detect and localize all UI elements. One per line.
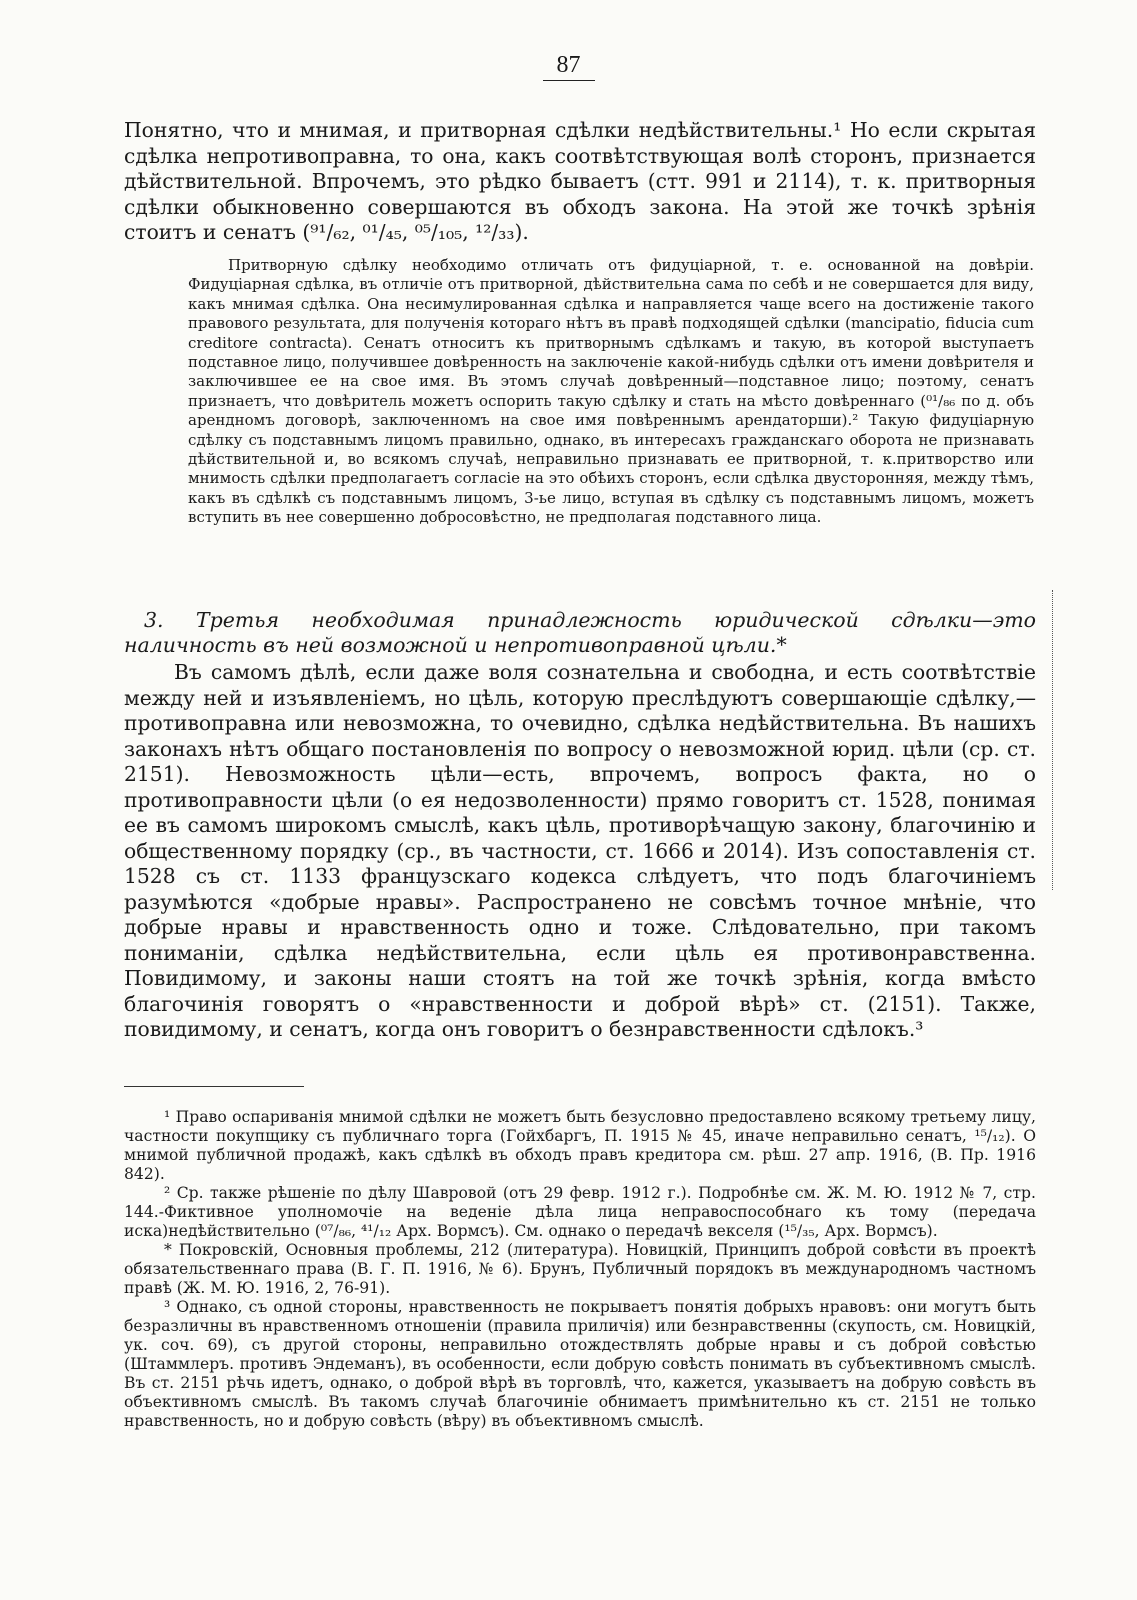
- footnote-3: ³ Однако, съ одной стороны, нравственность не покрываетъ понятія добрыхъ нравовъ: они могутъ быть безразличны въ нравственномъ отношеніи (правила приличія) или безнравственны (скупость, см. Новицкій, ук. соч. 69), съ другой стороны, неправильно отождествлять добрые нравы и съ доброй совѣстью (Штаммлеръ. противъ Эндеманъ), въ особенности, если добрую совѣсть понимать въ субъективномъ смыслѣ. Въ ст. 2151 рѣчь идетъ, однако, о доброй вѣрѣ въ торговлѣ, что, кажется, указываетъ на добрую совѣсть въ объективномъ смыслѣ. Въ такомъ случаѣ благочиніе обнимаетъ примѣнительно къ ст. 2151 не только нравственность, но и добрую совѣсть (вѣру) въ объективномъ смыслѣ.: [124, 1298, 1036, 1430]
- margin-pencil-mark: [1052, 590, 1055, 890]
- section-heading: [124, 608, 1036, 658]
- main-paragraph-2: [124, 660, 1036, 1043]
- note-paragraph: [188, 256, 1034, 528]
- footnote-2: ² Ср. также рѣшеніе по дѣлу Шавровой (отъ 29 февр. 1912 г.). Подробнѣе см. Ж. М. Ю. 1912 № 7, стр. 144.-Фиктивное уполномочіе на веденіе дѣла лица неправоспособнаго къ тому (передача иска)недѣйствительно (⁰⁷/₈₆, ⁴¹/₁₂ Арх. Вормсъ). См. однако о передачѣ векселя (¹⁵/₃₅, Арх. Вормсъ).: [124, 1184, 1036, 1240]
- footnote-1: ¹ Право оспариванія мнимой сдѣлки не можетъ быть безусловно предоставлено всякому третьему лицу, частности покупщику съ публичнаго торга (Гойхбаргъ, П. 1915 № 45, иначе неправильно сенатъ, ¹⁵/₁₂). О мнимой публичной продажѣ, какъ сдѣлкѣ въ обходъ правъ кредитора см. рѣш. 27 апр. 1916, (В. Пр. 1916 842).: [124, 1108, 1036, 1183]
- note-text: Притворную сдѣлку необходимо отличать отъ фидуціарной, т. е. основанной на довѣріи. Фидуціарная сдѣлка, въ отличіе отъ притворной, дѣйствительна сама по себѣ и не совершается для виду, какъ мнимая сдѣлка. Она несимулированная сдѣлка и направляется чаще всего на достиженіе такого правового результата, для полученія котораго нѣтъ въ правѣ подходящей сдѣлки (mancipatio, fiducia cum creditore contracta). Сенатъ относитъ къ притворнымъ сдѣлкамъ и такую, въ которой выступаетъ подставное лицо, получившее довѣренность на заключеніе какой-нибудь сдѣлки отъ имени довѣрителя и заключившее ее на свое имя. Въ этомъ случаѣ довѣренный—подставное лицо; поэтому, сенатъ признаетъ, что довѣритель можетъ оспорить такую сдѣлку и стать на мѣсто довѣреннаго (⁰¹/₈₆ по д. объ арендномъ договорѣ, заключенномъ на свое имя повѣреннымъ арендаторши).² Такую фидуціарную сдѣлку съ подставнымъ лицомъ правильно, однако, въ интересахъ гражданскаго оборота не признавать дѣйствительной и, во всякомъ случаѣ, неправильно признавать ее притворной, т. к.притворство или мнимость сдѣлки предполагаетъ согласіе на это обѣихъ сторонъ, если сдѣлка двусторонняя, между тѣмъ, какъ въ сдѣлкѣ съ подставнымъ лицомъ, 3-ье лицо, вступая въ сдѣлку съ подставнымъ лицомъ, можетъ вступить въ нее совершенно добросовѣстно, не предполагая подставного лица.: [188, 256, 1034, 527]
- footnote-star: * Покровскій, Основныя проблемы, 212 (литература). Новицкій, Принципъ доброй совѣсти въ проектѣ обязательственнаго права (В. Г. П. 1916, № 6). Брунъ, Публичный порядокъ въ международномъ частномъ правѣ (Ж. М. Ю. 1916, 2, 76-91).: [124, 1241, 1036, 1297]
- footnote-rule: [124, 1086, 304, 1087]
- paragraph-text: Понятно, что и мнимая, и притворная сдѣлки недѣйствительны.¹ Но если скрытая сдѣлка непротивоправна, то она, какъ соотвѣтствующая волѣ сторонъ, признается дѣйствительной. Впрочемъ, это рѣдко бываетъ (стт. 991 и 2114), т. к. притворныя сдѣлки обыкновенно совершаются въ обходъ закона. На этой же точкѣ зрѣнія стоитъ и сенатъ (⁹¹/₆₂, ⁰¹/₄₅, ⁰⁵/₁₀₅, ¹²/₃₃).: [124, 118, 1036, 244]
- paragraph-text: Въ самомъ дѣлѣ, если даже воля сознательна и свободна, и есть соотвѣтствіе между ней и изъявленіемъ, но цѣль, которую преслѣдуютъ совершающіе сдѣлку,—противоправна или невозможна, то очевидно, сдѣлка недѣйствительна. Въ нашихъ законахъ нѣтъ общаго постановленія по вопросу о невозможной юрид. цѣли (ср. ст. 2151). Невозможность цѣли—есть, впрочемъ, вопросъ факта, но о противоправности цѣли (о ея недозволенности) прямо говоритъ ст. 1528, понимая ее въ самомъ широкомъ смыслѣ, какъ цѣль, противорѣчащую закону, благочинію и общественному порядку (ср., въ частности, ст. 1666 и 2014). Изъ сопоставленія ст. 1528 съ ст. 1133 французскаго кодекса слѣдуетъ, что подъ благочиніемъ разумѣются «добрые нравы». Распространено не совсѣмъ точное мнѣніе, что добрые нравы и нравственность одно и тоже. Слѣдовательно, при такомъ пониманіи, сдѣлка недѣйствительна, если цѣль ея противонравственна. Повидимому, и законы наши стоятъ на той же точкѣ зрѣнія, когда вмѣсто благочинія говорятъ о «нравственности и доброй вѣрѣ» ст. (2151). Также, повидимому, и сенатъ, когда онъ говоритъ о безнравственности сдѣлокъ.³: [124, 660, 1036, 1041]
- footnotes: [124, 1108, 1036, 1431]
- section-heading-text: 3. Третья необходимая принадлежность юридической сдѣлки—это наличность въ ней возможной и непротивоправной цѣли.*: [124, 608, 1036, 657]
- page-number: 87: [0, 52, 1137, 79]
- main-paragraph-1: [124, 118, 1036, 246]
